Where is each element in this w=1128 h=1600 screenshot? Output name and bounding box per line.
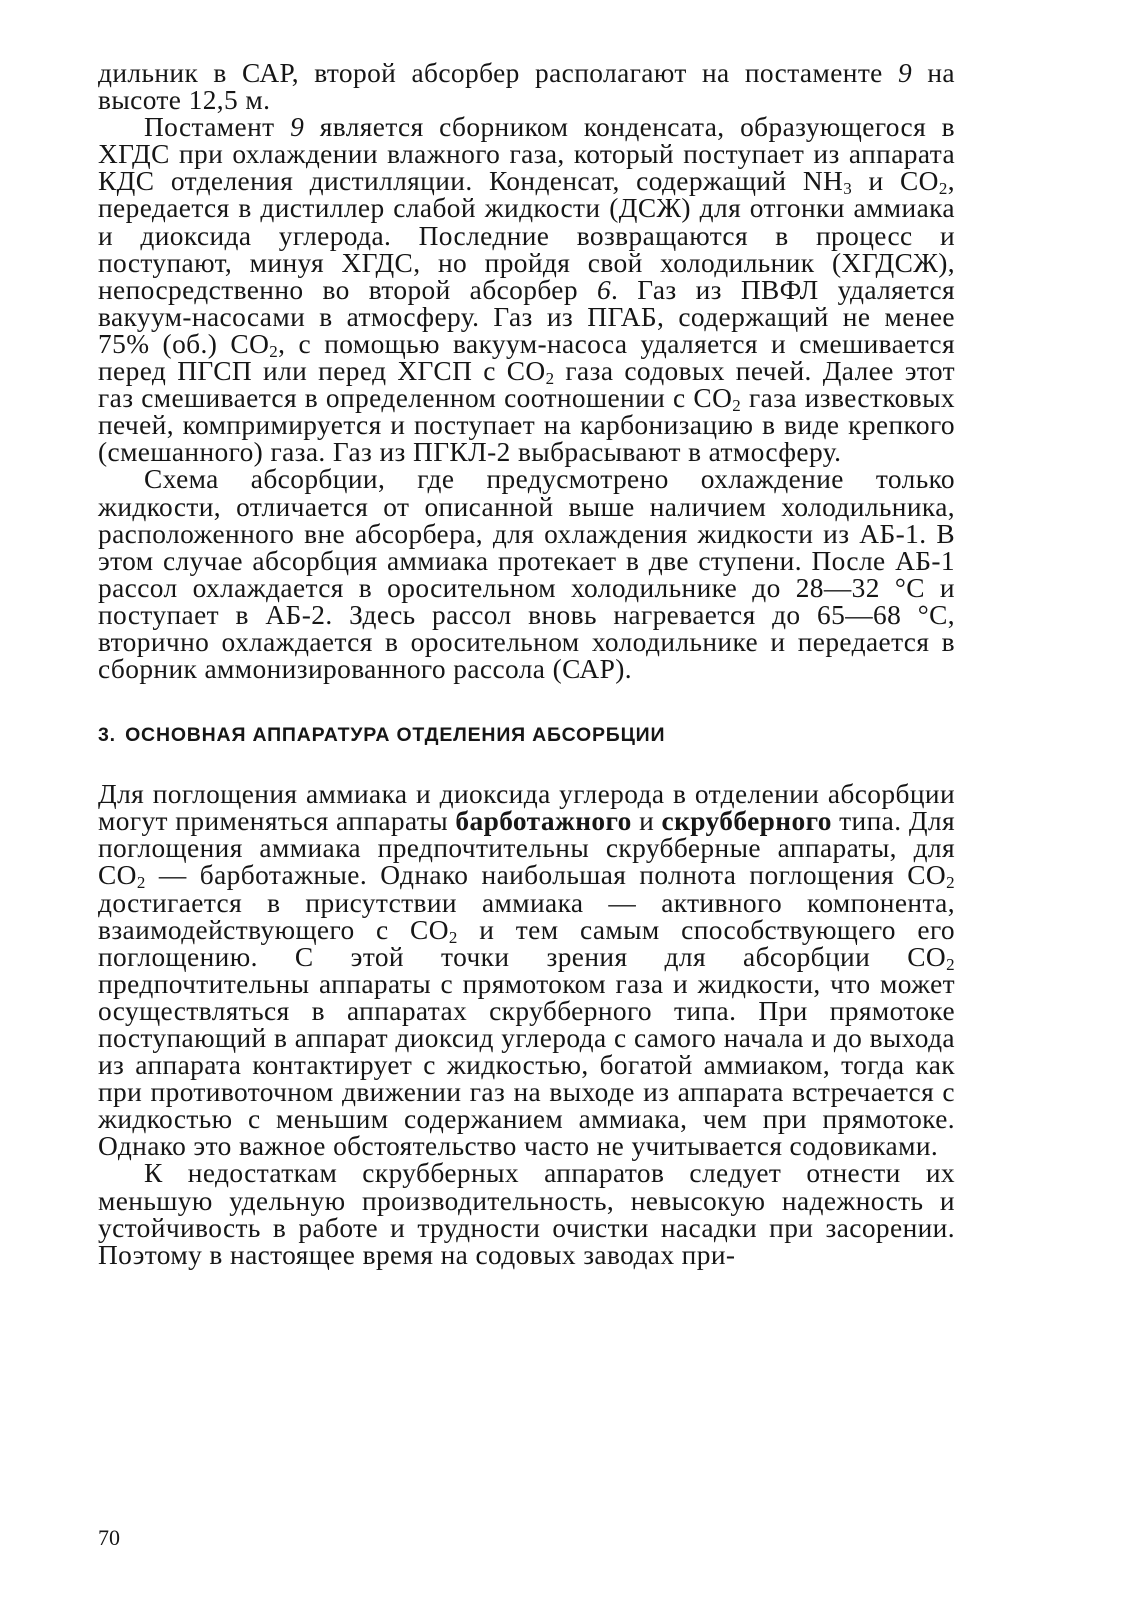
paragraph-5: К недостаткам скрубберных аппаратов следует отнести их меньшую удельную производительность, невысокую надежность и устойчивость в работе и трудности очистки насадки при засорении. Поэтому в настоящее время на содовых заводах при- xyxy=(98,1158,955,1270)
section-title: ОСНОВНАЯ АППАРАТУРА ОТДЕЛЕНИЯ АБСОРБЦИИ xyxy=(125,724,666,747)
paragraph-1: дильник в САР, второй абсорбер располагают на постаменте 9 на высоте 12,5 м. xyxy=(98,58,955,116)
page-body xyxy=(98,60,955,1269)
paragraph-2: Постамент 9 является сборником конденсата, образующегося в ХГДС при охлаждении влажного газа, который поступает из аппарата КДС отделения дистилляции. Конденсат, содержащий $NH_3$ и $CO_2$, передается в дистиллер слабой жидкости (ДСЖ) для отгонки аммиака и диоксида углерода. Последние возвращаются в процесс и поступают, минуя ХГДС, но пройдя свой холодильник (ХГДСЖ), непосредственно во второй абсорбер 6. Газ из ПВФЛ удаляется вакуум-насосами в атмосферу. Газ из ПГАБ, содержащий не менее 75% (об.) $CO_2$, с помощью вакуум-насоса удаляется и смешивается перед ПГСП или перед ХГСП с $CO_2$ газа содовых печей. Далее этот газ смешивается в определенном соотношении с $CO_2$ газа известковых печей, компримируется и поступает на карбонизацию в виде крепкого (смешанного) газа. Газ из ПГКЛ-2 выбрасывают в атмосферу. xyxy=(98,112,956,468)
paragraph-4: Для поглощения аммиака и диоксида углерода в отделении абсорбции могут применяться аппараты барботажного и скрубберного типа. Для поглощения аммиака предпочтительны скрубберные аппараты, для $CO_2$ — барботажные. Однако наибольшая полнота поглощения $CO_2$ достигается в присутствии аммиака — активного компонента, взаимодействующего с $CO_2$ и тем самым способствующего его поглощению. С этой точки зрения для абсорбции $CO_2$ предпочтительны аппараты с прямотоком газа и жидкости, что может осуществляться в аппаратах скрубберного типа. При прямотоке поступающий в аппарат диоксид углерода с самого начала и до выхода из аппарата контактирует с жидкостью, богатой аммиаком, тогда как при противоточном движении газ на выходе из аппарата встречается с жидкостью с меньшим содержанием аммиака, чем при прямотоке. Однако это важное обстоятельство часто не учитывается содовиками. xyxy=(98,779,955,1162)
section-number: 3. xyxy=(98,724,116,747)
section-heading xyxy=(98,723,955,747)
paragraph-3: Схема абсорбции, где предусмотрено охлаждение только жидкости, отличается от описанной выше наличием холодильника, расположенного вне абсорбера, для охлаждения жидкости из АБ-1. В этом случае абсорбция аммиака протекает в две ступени. После АБ-1 рассол охлаждается в оросительном холодильнике до 28—32 °С и поступает в АБ-2. Здесь рассол вновь нагревается до 65—68 °С, вторично охлаждается в оросительном холодильнике и передается в сборник аммонизированного рассола (САР). xyxy=(98,464,955,685)
page-number: 70 xyxy=(98,1525,120,1550)
